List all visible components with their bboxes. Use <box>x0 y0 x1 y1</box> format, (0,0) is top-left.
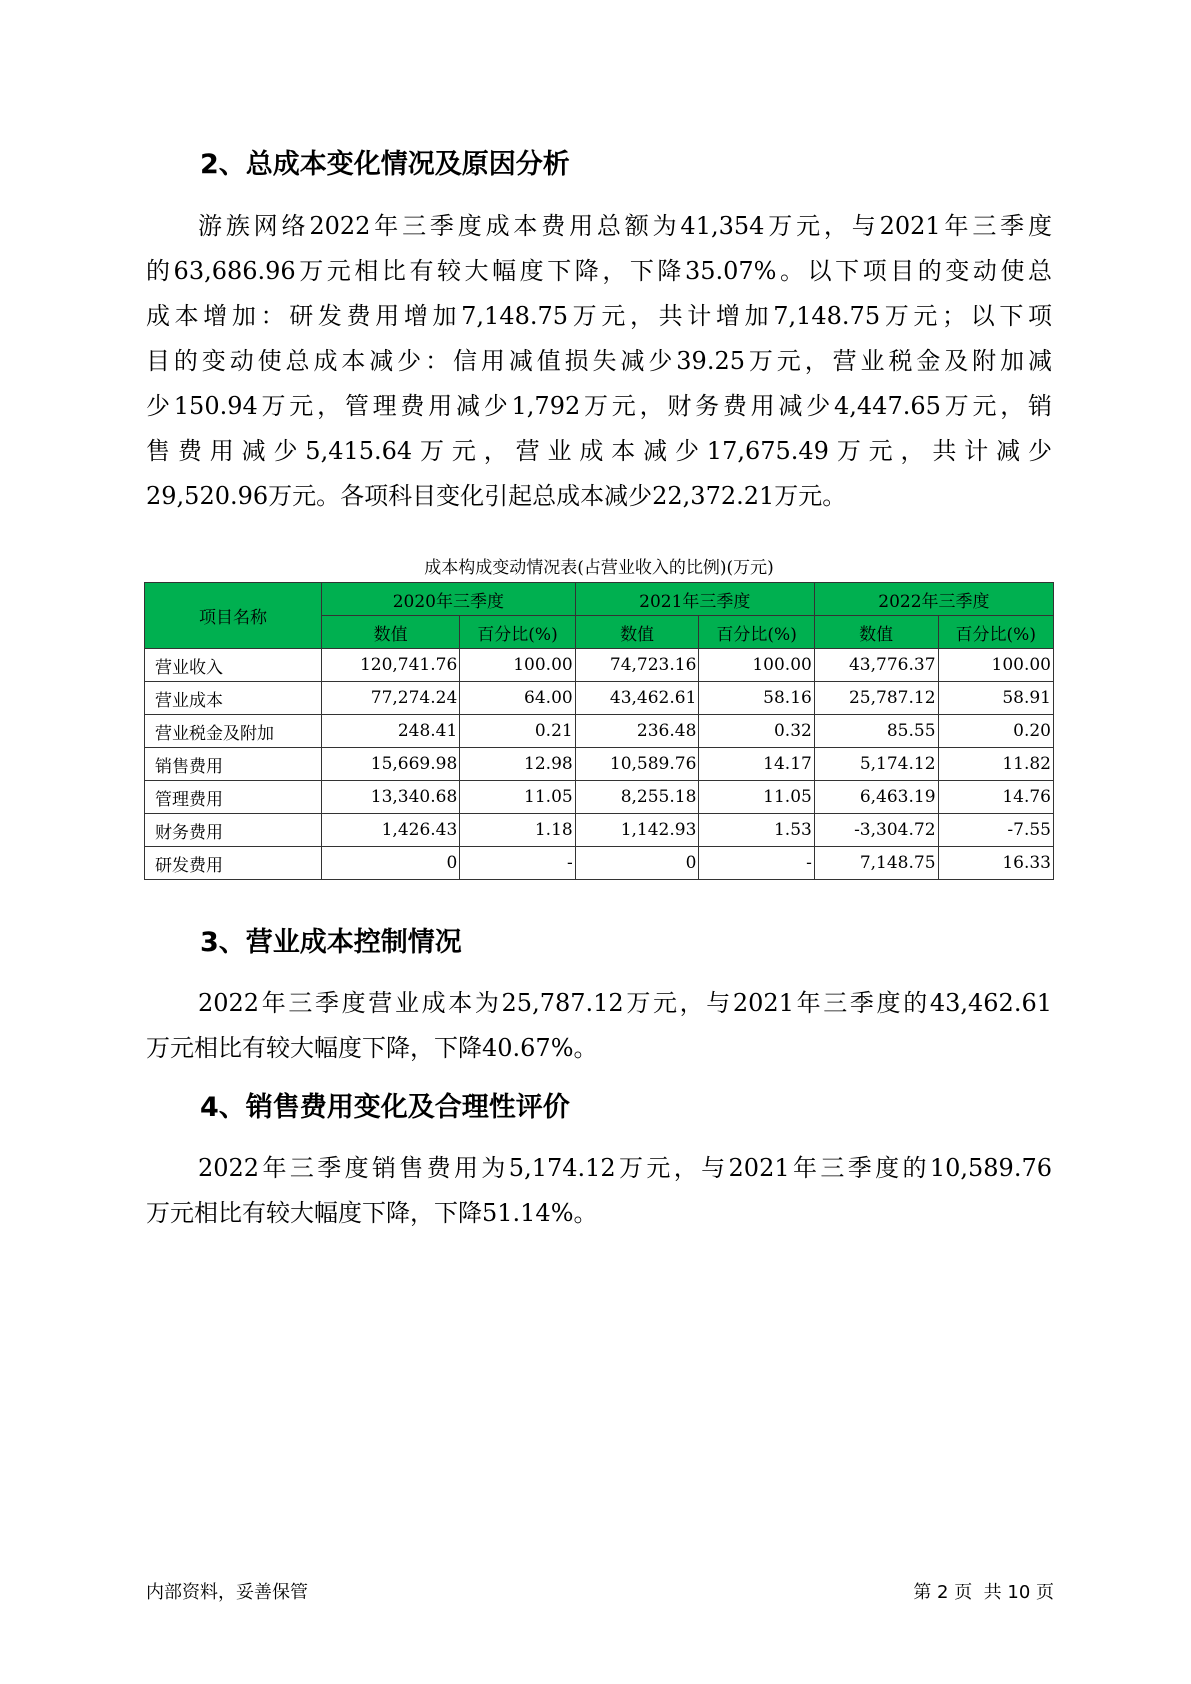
percent-cell: 100.00 <box>699 649 814 682</box>
percent-cell: 11.05 <box>460 781 575 814</box>
value-cell: 74,723.16 <box>575 649 699 682</box>
percent-cell: 64.00 <box>460 682 575 715</box>
row-name: 营业收入 <box>145 649 322 682</box>
table-row <box>145 715 1054 748</box>
percent-cell: -7.55 <box>938 814 1053 847</box>
percent-cell: 14.17 <box>699 748 814 781</box>
percent-cell: 58.91 <box>938 682 1053 715</box>
row-name: 研发费用 <box>145 847 322 880</box>
row-name: 财务费用 <box>145 814 322 847</box>
row-name: 营业成本 <box>145 682 322 715</box>
value-cell: 77,274.24 <box>322 682 460 715</box>
header-value: 数值 <box>814 616 938 649</box>
percent-cell: 14.76 <box>938 781 1053 814</box>
percent-cell: 100.00 <box>938 649 1053 682</box>
value-cell: 8,255.18 <box>575 781 699 814</box>
row-name: 营业税金及附加 <box>145 715 322 748</box>
value-cell: 0 <box>322 847 460 880</box>
header-period: 2022年三季度 <box>814 583 1053 616</box>
table-row <box>145 814 1054 847</box>
value-cell: 1,426.43 <box>322 814 460 847</box>
value-cell: 5,174.12 <box>814 748 938 781</box>
section-4-paragraph <box>146 1146 1052 1236</box>
value-cell: -3,304.72 <box>814 814 938 847</box>
paragraph-line: 2022年三季度营业成本为25,787.12万元，与2021年三季度的43,462.61 <box>198 989 1052 1017</box>
percent-cell: 0.20 <box>938 715 1053 748</box>
header-percent: 百分比(%) <box>460 616 575 649</box>
value-cell: 7,148.75 <box>814 847 938 880</box>
value-cell: 248.41 <box>322 715 460 748</box>
percent-cell: 11.82 <box>938 748 1053 781</box>
percent-cell: 1.53 <box>699 814 814 847</box>
paragraph-line: 万元相比有较大幅度下降，下降51.14%。 <box>146 1199 598 1227</box>
percent-cell: 16.33 <box>938 847 1053 880</box>
table-row <box>145 649 1054 682</box>
percent-cell: 1.18 <box>460 814 575 847</box>
section-2-paragraph <box>146 204 1052 519</box>
value-cell: 43,776.37 <box>814 649 938 682</box>
header-percent: 百分比(%) <box>699 616 814 649</box>
section-2-heading: 2、总成本变化情况及原因分析 <box>200 149 570 180</box>
header-value: 数值 <box>322 616 460 649</box>
percent-cell: 0.32 <box>699 715 814 748</box>
paragraph-line: 少150.94万元，管理费用减少1,792万元，财务费用减少4,447.65万元，销 <box>146 392 1052 420</box>
value-cell: 1,142.93 <box>575 814 699 847</box>
percent-cell: 12.98 <box>460 748 575 781</box>
section-4-heading: 4、销售费用变化及合理性评价 <box>200 1092 570 1123</box>
percent-cell: - <box>460 847 575 880</box>
table-row <box>145 847 1054 880</box>
value-cell: 85.55 <box>814 715 938 748</box>
percent-cell: - <box>699 847 814 880</box>
paragraph-line: 29,520.96万元。各项科目变化引起总成本减少22,372.21万元。 <box>146 482 847 510</box>
value-cell: 6,463.19 <box>814 781 938 814</box>
percent-cell: 58.16 <box>699 682 814 715</box>
row-name: 销售费用 <box>145 748 322 781</box>
table-row <box>145 682 1054 715</box>
value-cell: 10,589.76 <box>575 748 699 781</box>
footer-page-number: 第 2 页 共 10 页 <box>913 1582 1054 1603</box>
table-row <box>145 781 1054 814</box>
paragraph-line: 游族网络2022年三季度成本费用总额为41,354万元，与2021年三季度 <box>198 212 1052 240</box>
value-cell: 236.48 <box>575 715 699 748</box>
value-cell: 13,340.68 <box>322 781 460 814</box>
percent-cell: 0.21 <box>460 715 575 748</box>
row-name: 管理费用 <box>145 781 322 814</box>
paragraph-line: 目的变动使总成本减少：信用减值损失减少39.25万元，营业税金及附加减 <box>146 347 1052 375</box>
paragraph-line: 万元相比有较大幅度下降，下降40.67%。 <box>146 1034 598 1062</box>
value-cell: 25,787.12 <box>814 682 938 715</box>
paragraph-line: 的63,686.96万元相比有较大幅度下降，下降35.07%。以下项目的变动使总 <box>146 257 1052 285</box>
header-value: 数值 <box>575 616 699 649</box>
header-percent: 百分比(%) <box>938 616 1053 649</box>
value-cell: 0 <box>575 847 699 880</box>
value-cell: 43,462.61 <box>575 682 699 715</box>
footer-confidential: 内部资料，妥善保管 <box>146 1582 308 1603</box>
paragraph-line: 2022年三季度销售费用为5,174.12万元，与2021年三季度的10,589.76 <box>198 1154 1052 1182</box>
table-caption: 成本构成变动情况表(占营业收入的比例)(万元) <box>424 558 774 578</box>
section-3-heading: 3、营业成本控制情况 <box>200 927 462 958</box>
percent-cell: 100.00 <box>460 649 575 682</box>
table-row <box>145 748 1054 781</box>
header-item-name: 项目名称 <box>145 583 322 649</box>
header-period: 2020年三季度 <box>322 583 576 616</box>
cost-structure-table <box>144 582 1054 880</box>
section-3-paragraph <box>146 981 1052 1071</box>
percent-cell: 11.05 <box>699 781 814 814</box>
value-cell: 120,741.76 <box>322 649 460 682</box>
header-period: 2021年三季度 <box>575 583 814 616</box>
value-cell: 15,669.98 <box>322 748 460 781</box>
paragraph-line: 成本增加：研发费用增加7,148.75万元，共计增加7,148.75万元；以下项 <box>146 302 1052 330</box>
paragraph-line: 售费用减少5,415.64万元，营业成本减少17,675.49万元，共计减少 <box>146 437 1052 465</box>
